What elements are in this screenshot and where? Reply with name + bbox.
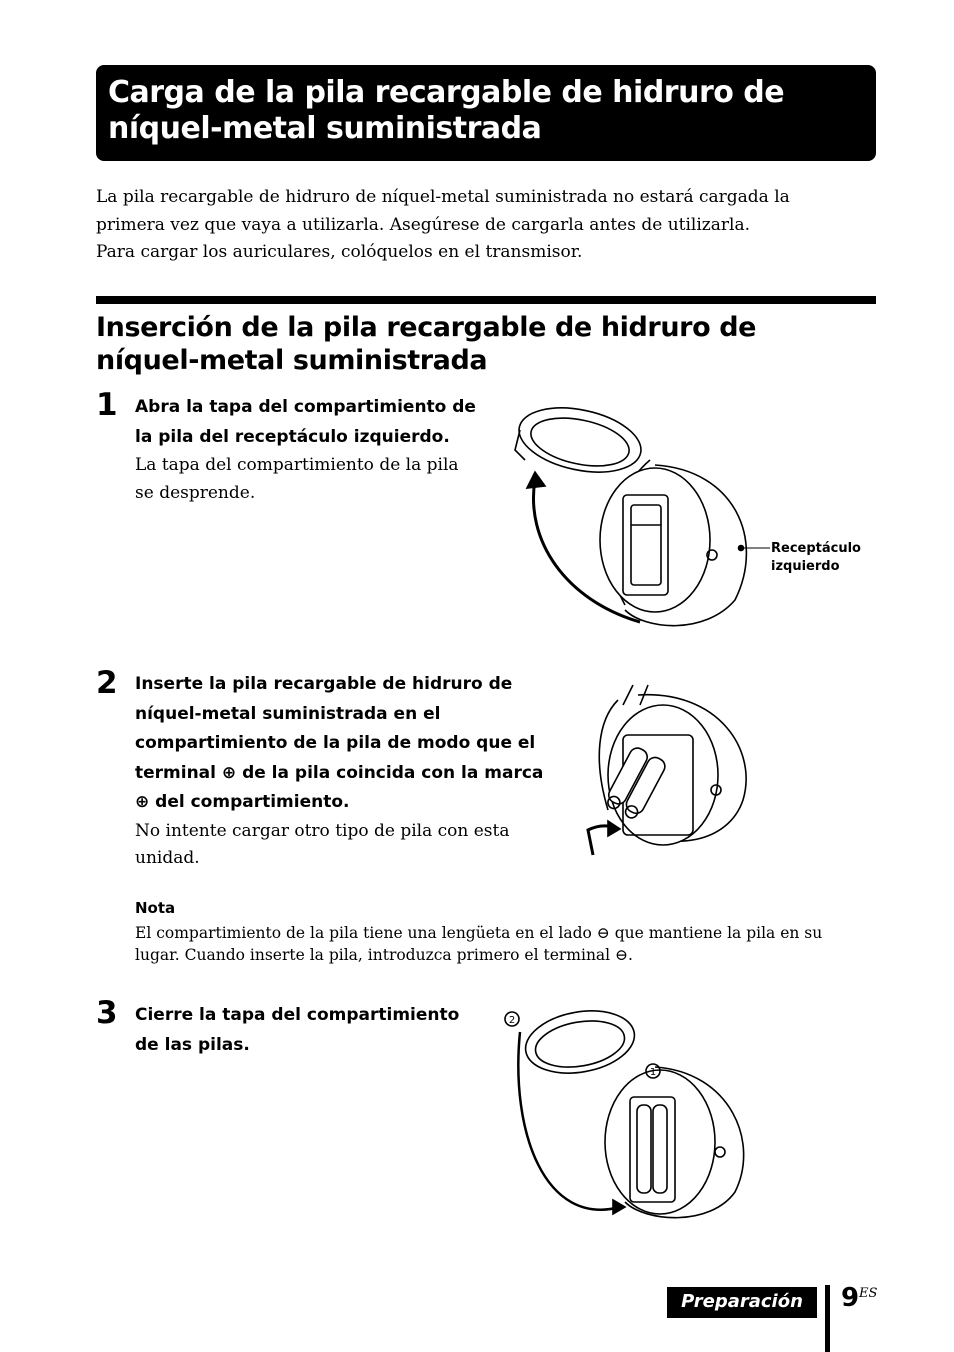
step-2-bold-line-5: ⊕ del compartimiento. — [135, 792, 350, 812]
step-1-bold-line-1: Abra la tapa del compartimiento de — [135, 397, 476, 417]
intro-line-3: Para cargar los auriculares, colóquelos en el transmisor. — [96, 242, 583, 262]
figure-1-callout — [771, 540, 861, 576]
step-2-body-line-1: No intente cargar otro tipo de pila con esta — [135, 820, 510, 841]
intro-line-2: primera vez que vaya a utilizarla. Asegúrese de cargarla antes de utilizarla. — [96, 214, 750, 235]
step-2-number: 2 — [96, 665, 118, 701]
note-body — [135, 922, 855, 966]
step-2-bold-line-2: níquel-metal suministrada en el — [135, 703, 441, 724]
step-1-number: 1 — [96, 387, 118, 423]
section-heading — [96, 311, 876, 377]
step-1-bold-line-2: la pila del receptáculo izquierdo. — [135, 426, 450, 447]
step-3-text — [135, 1001, 485, 1060]
note-line-1: El compartimiento de la pila tiene una lengüeta en el lado ⊖ que mantiene la pila en su — [135, 924, 823, 942]
step-3-number: 3 — [96, 995, 118, 1031]
page-number: 9 — [841, 1283, 860, 1313]
note-title: Nota — [135, 899, 176, 917]
intro-paragraph — [96, 184, 856, 267]
callout-line-2: izquierdo — [771, 559, 840, 574]
section-rule — [96, 296, 876, 304]
footer-divider — [825, 1285, 830, 1352]
step-2-bold-line-3: compartimiento de la pila de modo que el — [135, 733, 536, 753]
step-2-bold-line-4: terminal ⊕ de la pila coincida con la marca — [135, 762, 544, 783]
footer-section-tab: Preparación — [667, 1287, 817, 1318]
step-3-bold-line-1: Cierre la tapa del compartimiento — [135, 1005, 460, 1025]
section-heading-line-1: Inserción de la pila recargable de hidruro de — [96, 312, 757, 343]
page-title-banner — [96, 65, 876, 161]
figure-insert-battery — [578, 680, 758, 860]
figure-open-battery-cover — [505, 400, 770, 635]
marker-cover: 2 — [508, 1015, 516, 1026]
marker-hinge: 1 — [649, 1067, 657, 1078]
callout-line-1: Receptáculo — [771, 541, 861, 556]
page-language-suffix: ES — [859, 1286, 878, 1301]
page-title-line-2: níquel-metal suministrada — [108, 111, 542, 146]
step-2-body-line-2: unidad. — [135, 848, 200, 868]
page-title-line-1: Carga de la pila recargable de hidruro de — [108, 75, 785, 110]
step-1-body-line-1: La tapa del compartimiento de la pila — [135, 455, 459, 475]
step-2-bold-line-1: Inserte la pila recargable de hidruro de — [135, 674, 513, 694]
note-line-2: lugar. Cuando inserte la pila, introduzca primero el terminal ⊖. — [135, 946, 633, 964]
figure-close-battery-cover — [495, 1002, 760, 1227]
step-1-body-line-2: se desprende. — [135, 482, 256, 503]
section-heading-line-2: níquel-metal suministrada — [96, 345, 488, 376]
step-1-text — [135, 393, 495, 507]
intro-line-1: La pila recargable de hidruro de níquel-metal suministrada no estará cargada la — [96, 187, 790, 207]
step-3-bold-line-2: de las pilas. — [135, 1034, 250, 1055]
step-2-text — [135, 670, 555, 873]
